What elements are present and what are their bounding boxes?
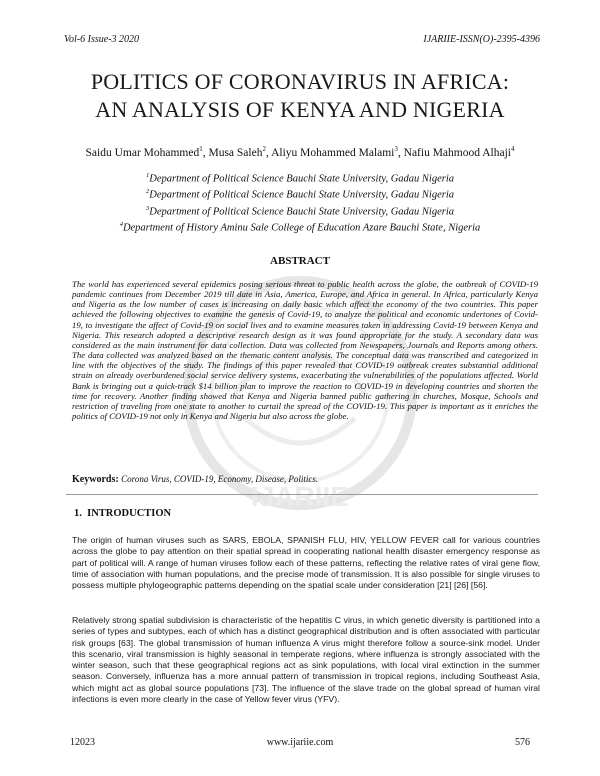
affiliation: $^4$Department of History Aminu Sale College of Education Azare Bauchi State, Nigeria xyxy=(119,220,481,234)
abstract-text: The world has experienced several epidemics posing serious threat to public health across the globe, the outbreak of COVID-19 pandemic continues from December 2019 till date in Asia, America, Europe, and Africa in general. In Africa, particularly Kenya and Nigeria as the low number of cases is increasing on daily basic which affect the economy of the two countries. This paper achieved the following objectives to examine the genesis of Covid-19, to analyze the political and economic undertones of Covid-19, to investigate the affect of Covid-19 on social lives and to examine measures taken in addressing Covid-19 between Kenya and Nigeria. This research adopted a descriptive research design as it was found appropriate for the study. A secondary data was considered as the main instrument for data collection. Data was collected from Newspapers, Journals and Reports among others. The data collected was analyzed based on the thematic content analysis. The conceptual data was transcribed and categorized in line with the objectives of the study. The findings of this paper revealed that COVID-19 outbreak creates substantial additional strain on already overburdened social service delivery systems, exacerbating the vulnerabilities of the populations affected. World Bank is bringing out a quick-track $14 billion plan to improve the reaction to COVID-19 in developing countries and shorten the time for recovery. Another finding showed that Kenya and Nigeria banned public gathering in churches, Mosque, Schools and restriction of traveling from one state to another to curtail the spread of the COVID-19. This paper is important as it enriches the politics of COVID-19 not only in Kenya and Nigeria but also across the globe. xyxy=(72,279,538,422)
abstract-heading: ABSTRACT xyxy=(270,255,330,267)
section-divider xyxy=(66,494,538,495)
section-title: INTRODUCTION xyxy=(87,508,172,519)
journal-volume: Vol-6 Issue-3 2020 xyxy=(64,34,139,45)
keywords xyxy=(72,474,542,485)
author-list xyxy=(20,145,580,159)
watermark-text: IJARIIE xyxy=(250,481,350,512)
section-heading xyxy=(74,508,171,519)
footer-website-link[interactable]: www.ijariie.com xyxy=(266,737,334,748)
author: Musa Saleh$^2$, xyxy=(208,145,272,159)
affiliation: $^2$Department of Political Science Bauchi State University, Gadau Nigeria xyxy=(146,188,454,201)
author: Aliyu Mohammed Malami$^3$, xyxy=(271,145,404,159)
keywords-label: Keywords: xyxy=(72,474,119,485)
author: Saidu Umar Mohammed$^1$, xyxy=(85,145,209,159)
footer-id: 12023 xyxy=(70,737,95,748)
keywords-values: Corona Virus, COVID-19, Economy, Disease, Politics. xyxy=(121,474,319,484)
title-line-2: AN ANALYSIS OF KENYA AND NIGERIA xyxy=(95,97,505,122)
title-line-1: POLITICS OF CORONAVIRUS IN AFRICA: xyxy=(90,69,510,94)
author: Nafiu Mahmood Alhaji$^4$ xyxy=(403,145,515,159)
body-paragraph: Relatively strong spatial subdivision is characteristic of the hepatitis C virus, in which genetic diversity is partitioned into a series of types and subtypes, each of which has a distinct geographical distribution and is often associated with particular risk groups [63]. The global transmission of human influenza A virus might therefore follow a source-sink model. Under this scenario, viral transmission is highly seasonal in temperate regions, where influenza is strongly associated with the winter season, such that these geographical regions act as sink populations, with local viral extinction in the summer season. Conversely, influenza has a more annual pattern of transmission in tropical regions, including Southeast Asia, which might act as global source populations [73]. The influence of the slave trade on the global spread of human viral infections is even more clearly in the case of Yellow fever virus (YFV). xyxy=(72,615,540,705)
paper-title xyxy=(40,68,560,124)
affiliation: $^3$Department of Political Science Bauchi State University, Gadau Nigeria xyxy=(146,204,454,218)
page-number: 576 xyxy=(515,737,530,748)
affiliation: $^1$Department of Political Science Bauchi State University, Gadau Nigeria xyxy=(146,172,454,185)
section-number: 1. xyxy=(74,508,82,519)
body-paragraph: The origin of human viruses such as SARS, EBOLA, SPANISH FLU, HIV, YELLOW FEVER call for various countries across the globe to pay attention on their spatial spread in cooperating national health disaster emergency response as part of political will. A range of human viruses follow each of these patterns, reflecting the relative rates of viral gene flow, time of association with human populations, and the precise mode of transmission. It is also possible for single viruses to possess multiple phylogeographic patterns depending on the spatial scale under consideration [21] [26] [56]. xyxy=(72,535,540,591)
affiliation-list xyxy=(20,170,580,235)
journal-issn: IJARIIE-ISSN(O)-2395-4396 xyxy=(423,34,540,45)
